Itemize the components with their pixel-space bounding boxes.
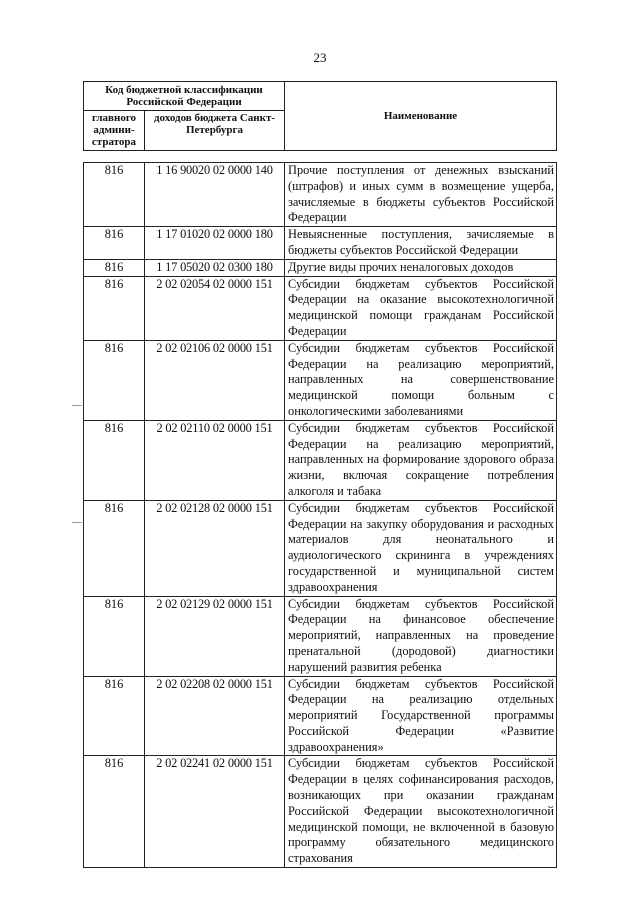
table-row: [84, 227, 557, 260]
header-chief-administrator: главного админи-стратора: [84, 111, 145, 151]
income-code-cell: 2 02 02054 02 0000 151: [145, 276, 285, 340]
income-name-cell: Субсидии бюджетам субъектов Российской Федерации на реализацию мероприятий, направленных на совершенствование медицинской помощи больным с онкологическими заболеваниями: [285, 340, 557, 420]
income-name-cell: Прочие поступления от денежных взысканий (штрафов) и иных сумм в возмещение ущерба, зачисляемые в бюджеты субъектов Российской Федерации: [285, 163, 557, 227]
table-row: [84, 500, 557, 596]
margin-mark: [72, 522, 82, 523]
admin-code-cell: 816: [84, 163, 145, 227]
revenue-code-table: [83, 162, 557, 868]
income-code-cell: 1 17 01020 02 0000 180: [145, 227, 285, 260]
table-row: [84, 259, 557, 276]
header-budget-income: доходов бюджета Санкт-Петербурга: [145, 111, 285, 151]
table-header: [83, 81, 557, 151]
page-number: 23: [313, 50, 327, 65]
income-name-cell: Субсидии бюджетам субъектов Российской Федерации на закупку оборудования и расходных материалов для неонатального и аудиологического скрининга в учреждениях государственной и муниципальной систем здравоохранения: [285, 500, 557, 596]
income-code-cell: 1 16 90020 02 0000 140: [145, 163, 285, 227]
income-code-cell: 1 17 05020 02 0300 180: [145, 259, 285, 276]
admin-code-cell: 816: [84, 500, 145, 596]
income-name-cell: Субсидии бюджетам субъектов Российской Федерации в целях софинансирования расходов, возникающих при оказании гражданам Российской Федерации высокотехнологичной медицинской помощи, не включенной в базовую программу обязательного медицинского страхования: [285, 756, 557, 868]
income-code-cell: 2 02 02241 02 0000 151: [145, 756, 285, 868]
income-code-cell: 2 02 02128 02 0000 151: [145, 500, 285, 596]
table-row: [84, 596, 557, 676]
margin-mark: [72, 405, 82, 406]
table-row: [84, 676, 557, 756]
admin-code-cell: 816: [84, 420, 145, 500]
admin-code-cell: 816: [84, 596, 145, 676]
admin-code-cell: 816: [84, 259, 145, 276]
admin-code-cell: 816: [84, 276, 145, 340]
header-name: Наименование: [285, 82, 557, 151]
table-row: [84, 340, 557, 420]
table-row: [84, 420, 557, 500]
header-budget-classification-code: Код бюджетной классификации Российской Федерации: [84, 82, 285, 111]
income-name-cell: Субсидии бюджетам субъектов Российской Федерации на реализацию мероприятий, направленных на формирование здорового образа жизни, включая сокращение потребления алкоголя и табака: [285, 420, 557, 500]
table-row: [84, 163, 557, 227]
admin-code-cell: 816: [84, 676, 145, 756]
income-code-cell: 2 02 02208 02 0000 151: [145, 676, 285, 756]
admin-code-cell: 816: [84, 227, 145, 260]
table-row: [84, 276, 557, 340]
income-code-cell: 2 02 02110 02 0000 151: [145, 420, 285, 500]
admin-code-cell: 816: [84, 756, 145, 868]
income-name-cell: Невыясненные поступления, зачисляемые в бюджеты субъектов Российской Федерации: [285, 227, 557, 260]
admin-code-cell: 816: [84, 340, 145, 420]
income-name-cell: Субсидии бюджетам субъектов Российской Федерации на реализацию отдельных мероприятий Государственной программы Российской Федерации «Развитие здравоохранения»: [285, 676, 557, 756]
income-code-cell: 2 02 02129 02 0000 151: [145, 596, 285, 676]
income-code-cell: 2 02 02106 02 0000 151: [145, 340, 285, 420]
income-name-cell: Субсидии бюджетам субъектов Российской Федерации на оказание высокотехнологичной медицинской помощи гражданам Российской Федерации: [285, 276, 557, 340]
income-name-cell: Другие виды прочих неналоговых доходов: [285, 259, 557, 276]
income-name-cell: Субсидии бюджетам субъектов Российской Федерации на финансовое обеспечение мероприятий, направленных на проведение пренатальной (дородовой) диагностики нарушений развития ребенка: [285, 596, 557, 676]
table-row: [84, 756, 557, 868]
